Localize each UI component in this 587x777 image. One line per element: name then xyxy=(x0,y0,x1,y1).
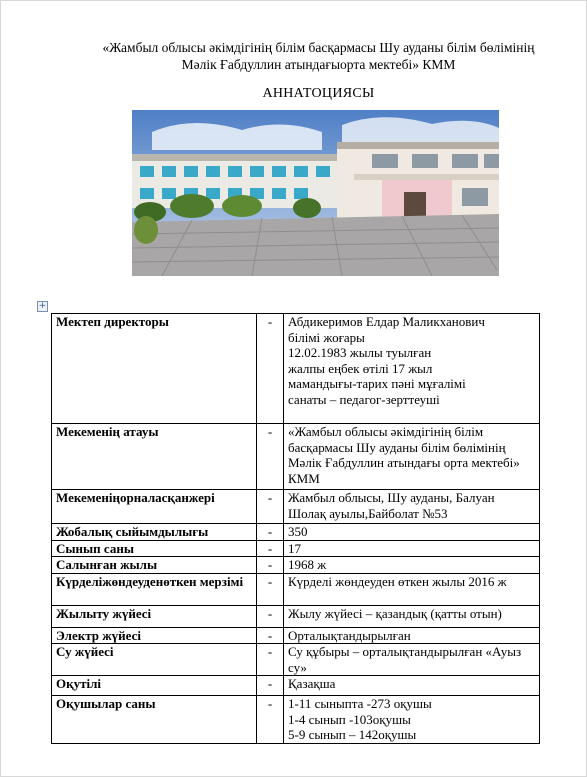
value-line: Жылу жүйесі – қазандық (қатты отын) xyxy=(288,605,502,621)
row-dash: - xyxy=(257,424,284,490)
row-dash: - xyxy=(257,644,284,676)
row-value xyxy=(284,524,540,541)
value-line: білімі жоғары xyxy=(288,329,365,345)
row-label: Оқушылар саны xyxy=(52,696,257,744)
row-dash: - xyxy=(257,605,284,627)
row-label: Салынған жылы xyxy=(52,557,257,574)
table-row xyxy=(52,627,540,644)
header-line-2: Мәлік Ғабдуллин атындағыорта мектебі» КММ xyxy=(181,57,456,72)
row-value xyxy=(284,424,540,490)
row-label: Жобалық сыйымдылығы xyxy=(52,524,257,541)
value-line: 17 xyxy=(288,540,301,556)
row-dash: - xyxy=(257,696,284,744)
value-line: Қазақша xyxy=(288,676,336,691)
row-label: Электр жүйесі xyxy=(52,627,257,644)
value-line: 5-9 сынып – 142оқушы xyxy=(288,727,417,742)
row-label: Оқутілі xyxy=(52,676,257,696)
row-label: Су жүйесі xyxy=(52,644,257,676)
row-value xyxy=(284,627,540,644)
row-dash: - xyxy=(257,540,284,557)
value-line: Күрделі жөндеуден өткен жылы 2016 ж xyxy=(288,573,507,589)
table-row xyxy=(52,696,540,744)
row-dash: - xyxy=(257,314,284,424)
value-line: 1-11 сыныпта -273 оқушы xyxy=(288,696,432,711)
row-dash: - xyxy=(257,490,284,524)
row-value xyxy=(284,644,540,676)
table-row xyxy=(52,490,540,524)
row-value xyxy=(284,490,540,524)
table-row xyxy=(52,314,540,424)
row-label: Күрделіжөндеуденөткен мерзімі xyxy=(52,573,257,605)
value-line: Жамбыл облысы, Шу ауданы, Балуан Шолақ ауылы,Байболат №53 xyxy=(288,490,495,521)
table-row xyxy=(52,557,540,574)
table-row xyxy=(52,540,540,557)
row-value xyxy=(284,314,540,424)
school-building-photo xyxy=(132,110,499,276)
value-line: Орталықтандырылған xyxy=(288,627,411,643)
row-dash: - xyxy=(257,676,284,696)
info-table xyxy=(51,313,540,744)
row-value xyxy=(284,676,540,696)
value-line: 1968 ж xyxy=(288,557,327,572)
row-label: Сынып саны xyxy=(52,540,257,557)
value-line: мамандығы-тарих пәні мұғалімі xyxy=(288,376,466,391)
row-value xyxy=(284,557,540,574)
annotation-title: АННАТОЦИЯСЫ xyxy=(262,86,375,101)
row-value xyxy=(284,540,540,557)
table-row xyxy=(52,676,540,696)
row-value xyxy=(284,573,540,605)
value-line: 350 xyxy=(288,524,308,539)
value-line: жалпы еңбек өтілі 17 жыл xyxy=(288,360,433,376)
row-dash: - xyxy=(257,573,284,605)
row-dash: - xyxy=(257,524,284,541)
row-dash: - xyxy=(257,557,284,574)
value-line: 12.02.1983 жылы туылған xyxy=(288,345,432,360)
table-row xyxy=(52,573,540,605)
row-label: Мекеменің атауы xyxy=(52,424,257,490)
value-line: 1-4 сынып -103оқушы xyxy=(288,711,411,727)
table-move-handle-icon[interactable]: + xyxy=(38,301,47,311)
row-value xyxy=(284,605,540,627)
table-row xyxy=(52,605,540,627)
value-line: Су құбыры – орталықтандырылған «Ауыз су» xyxy=(288,644,522,675)
row-label: Жылыту жүйесі xyxy=(52,605,257,627)
table-row xyxy=(52,424,540,490)
value-line: «Жамбыл облысы әкімдігінің білім басқармасы Шу ауданы білім бөлімінің Мәлік Ғабдуллин атындағы орта мектебі» КММ xyxy=(288,424,520,486)
value-line: Абдикеримов Елдар Маликханович xyxy=(288,314,485,329)
value-line: санаты – педагог-зерттеуші xyxy=(288,391,440,407)
row-dash: - xyxy=(257,627,284,644)
row-value xyxy=(284,696,540,744)
table-row xyxy=(52,524,540,541)
row-label: Мектеп директоры xyxy=(52,314,257,424)
row-label: Мекеменіңорналасқанжері xyxy=(52,490,257,524)
header-line-1: «Жамбыл облысы әкімдігінің білім басқармасы Шу ауданы білім бөлімінің xyxy=(102,40,535,55)
table-row xyxy=(52,644,540,676)
